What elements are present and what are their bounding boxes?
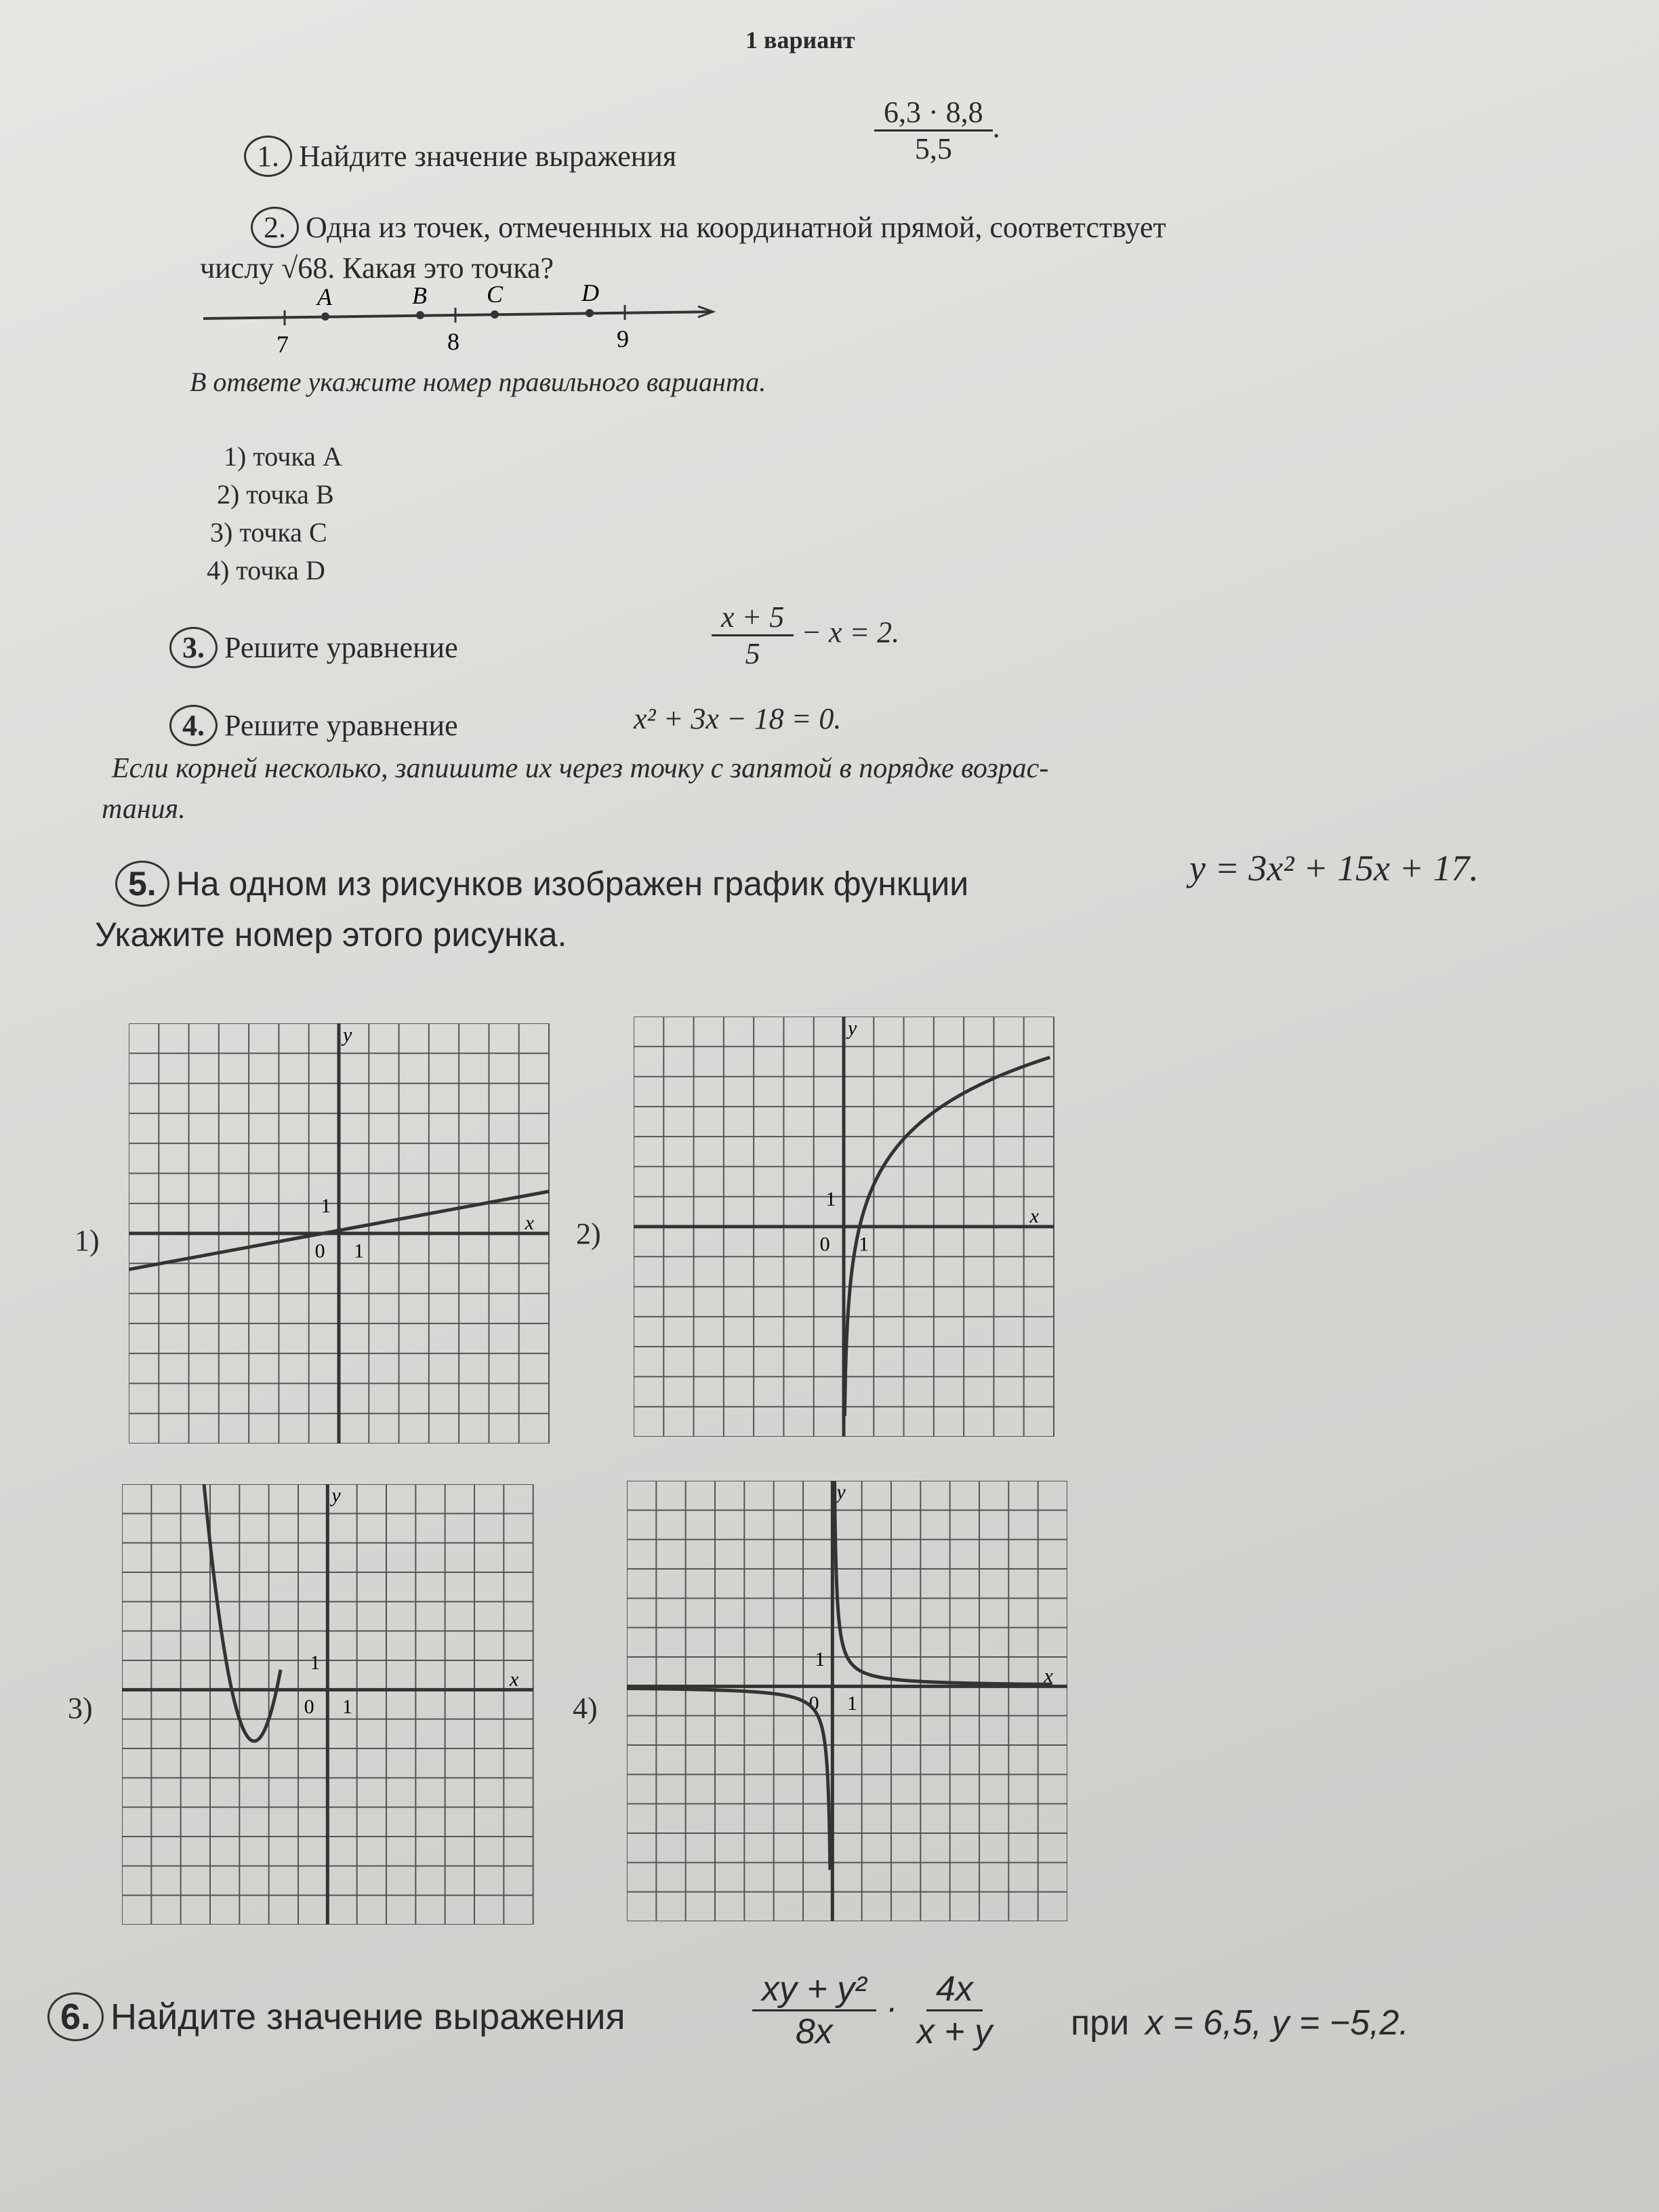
figure-3-label: 3): [68, 1692, 93, 1725]
task-2-option-4: 4) точка D: [207, 555, 325, 586]
x-axis-label: x: [525, 1212, 534, 1234]
figure-1-label: 1): [75, 1224, 100, 1257]
task-5: [115, 861, 968, 907]
point-d: [586, 309, 594, 317]
task-2-option-1: 1) точка A: [224, 441, 342, 472]
task-6-at: при: [1071, 2003, 1130, 2043]
task-4-note-line1: Если корней несколько, запишите их через точку с запятой в порядке возрас-: [112, 753, 1049, 784]
curve-branch-right: [834, 1481, 1052, 1684]
number-line-axis: [203, 312, 712, 319]
task-3-equation: [712, 600, 899, 671]
curve: [844, 1057, 1050, 1416]
origin-label: 0: [808, 1692, 819, 1715]
y-axis-label: y: [331, 1484, 341, 1507]
task-6-dot: ·: [886, 1988, 898, 2028]
task-1: [244, 136, 676, 177]
x-unit-label: 1: [342, 1696, 352, 1718]
point-label-a: A: [317, 285, 332, 310]
task-4-note-line2: тания.: [102, 794, 186, 825]
point-label-d: D: [581, 285, 599, 306]
task-6-frac2-denominator: x + y: [916, 2012, 993, 2051]
origin-label: 0: [304, 1696, 314, 1718]
y-unit-label: 1: [310, 1652, 321, 1674]
point-label-c: C: [487, 285, 504, 308]
origin-label: 0: [314, 1240, 325, 1263]
x-axis-label: x: [1029, 1205, 1039, 1227]
x-unit-label: 1: [847, 1692, 857, 1715]
task-1-number: 1.: [244, 136, 292, 177]
task-6-text: Найдите значение выражения: [110, 1996, 626, 2037]
y-axis-label: y: [343, 1023, 352, 1046]
task-6-number: 6.: [47, 1992, 104, 2041]
y-axis-label: y: [836, 1481, 846, 1503]
task-6-frac1-denominator: 8x: [795, 2012, 833, 2051]
task-3-tail: − x = 2.: [801, 615, 900, 649]
task-4-text: Решите уравнение: [224, 709, 458, 742]
y-axis-label: y: [848, 1017, 857, 1040]
task-4-equation: x² + 3x − 18 = 0.: [634, 702, 842, 735]
x-axis-label: x: [1044, 1664, 1053, 1687]
x-unit-label: 1: [859, 1233, 869, 1256]
task-5-function-formula: y = 3x² + 15x + 17: [1189, 848, 1470, 888]
point-a: [321, 312, 329, 321]
y-unit-label: 1: [815, 1648, 825, 1671]
task-2-text-line1: Одна из точек, отмеченных на координатной прямой, соответствует: [306, 211, 1166, 244]
x-unit-label: 1: [354, 1240, 365, 1263]
graph-1: [129, 1023, 556, 1443]
task-2-number: 2.: [251, 207, 299, 248]
task-5-period: .: [1469, 848, 1479, 888]
task-4: [169, 705, 458, 746]
tick-label-7: 7: [276, 331, 289, 358]
task-6-frac2-numerator: 4x: [926, 1969, 983, 2011]
task-3-number: 3.: [169, 627, 218, 668]
tick-label-8: 8: [447, 328, 459, 355]
variant-title: 1 вариант: [745, 26, 855, 54]
x-axis-label: x: [510, 1668, 519, 1691]
task-2-line1: [251, 207, 1166, 248]
task-2-instruction: В ответе укажите номер правильного варианта.: [190, 367, 766, 397]
task-5-text: На одном из рисунков изображен график функции: [176, 865, 969, 903]
task-4-number: 4.: [169, 705, 218, 746]
task-5-number: 5.: [115, 861, 169, 907]
figure-2-label: 2): [576, 1217, 601, 1250]
number-line: [197, 285, 725, 359]
point-c: [491, 310, 499, 319]
task-5-line2: Укажите номер этого рисунка.: [95, 916, 567, 954]
task-6-frac1-numerator: xy + y²: [752, 1969, 876, 2011]
task-3-numerator: x + 5: [712, 600, 794, 636]
task-2-text-line2: числу √68. Какая это точка?: [200, 251, 554, 285]
origin-label: 0: [819, 1233, 830, 1256]
task-1-numerator: 6,3 · 8,8: [874, 95, 993, 131]
task-6-values: x = 6,5, y = −5,2.: [1145, 2003, 1409, 2043]
graph-3: [122, 1484, 549, 1925]
task-3-text: Решите уравнение: [224, 631, 458, 664]
task-1-text: Найдите значение выражения: [299, 140, 677, 173]
point-label-b: B: [412, 285, 427, 309]
task-5-function: [1189, 847, 1479, 889]
task-1-period: .: [992, 110, 1000, 144]
y-unit-label: 1: [321, 1195, 331, 1217]
task-1-denominator: 5,5: [914, 132, 952, 165]
point-b: [416, 311, 424, 319]
tick-label-9: 9: [617, 325, 629, 352]
figure-4-label: 4): [573, 1692, 598, 1725]
task-1-fraction: [874, 95, 1000, 166]
task-6-expression: [752, 1969, 1002, 2052]
y-unit-label: 1: [825, 1188, 836, 1210]
graph-2: [634, 1017, 1061, 1437]
graph-4: [627, 1481, 1067, 1921]
task-2-option-2: 2) точка B: [217, 479, 334, 510]
task-2-option-3: 3) точка C: [210, 517, 327, 548]
task-3: [169, 627, 458, 668]
task-3-denominator: 5: [745, 637, 760, 670]
task-6: [47, 1992, 626, 2041]
